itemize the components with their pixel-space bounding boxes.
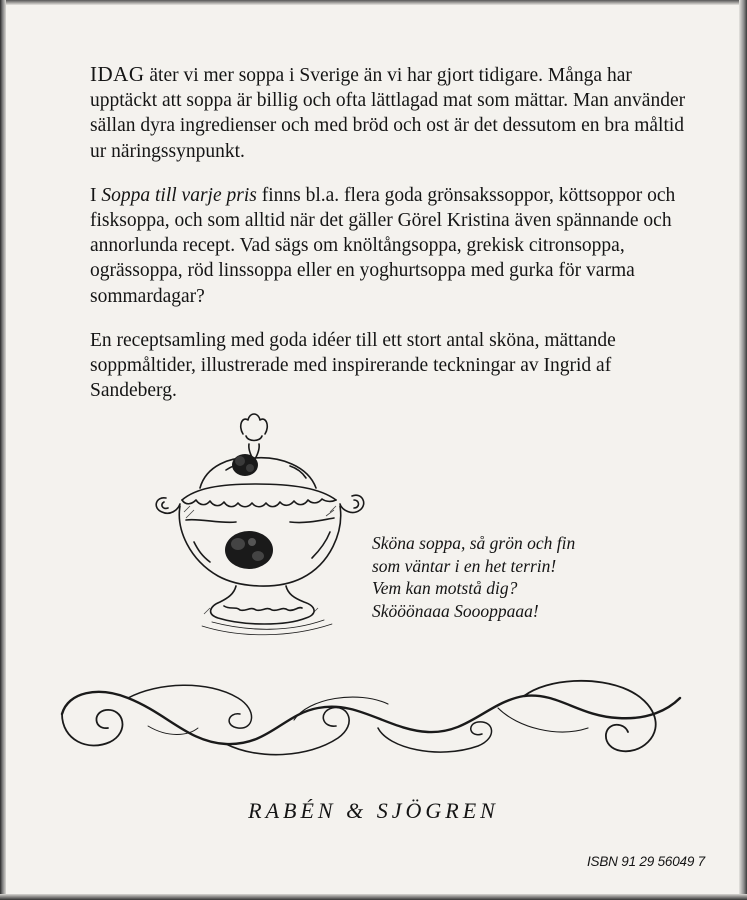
dropcap-word: IDAG <box>90 62 145 86</box>
paragraph-2-lead: I <box>90 184 102 206</box>
intro-paragraph-2 <box>90 183 690 309</box>
back-cover-text <box>90 62 690 422</box>
soup-tureen-icon <box>140 400 390 650</box>
page-edge-right <box>739 0 747 900</box>
intro-paragraph-3: En receptsamling med goda idéer till ett stort antal sköna, mättande soppmåltider, illustrerade med inspirerande teckningar av Ingrid af Sandeberg. <box>90 329 616 402</box>
verse-line-3: Vem kan motstå dig? <box>372 578 518 598</box>
calligraphic-flourish <box>58 668 690 768</box>
isbn-number: ISBN 91 29 56049 7 <box>587 854 705 869</box>
intro-paragraph-1 <box>90 62 690 164</box>
paragraph-1-text: äter vi mer soppa i Sverige än vi har gjort tidigare. Många har upptäckt att soppa är billig och ofta lättlagad mat som mättar. Man använder sällan dyra ingredienser och med bröd och ost är det dessutom en bra måltid ur näringssynpunkt. <box>90 65 686 162</box>
page-edge-bottom <box>0 894 747 900</box>
book-title: Soppa till varje pris <box>101 184 257 206</box>
verse-line-1: Sköna soppa, så grön och fin <box>372 533 576 553</box>
verse <box>372 532 672 622</box>
paragraph-2-text: finns bl.a. flera goda grönsakssoppor, köttsoppor och fisksoppa, och som alltid när det gäller Görel Kristina även spännande och annorlunda recept. Vad sägs om knöltångsoppa, grekisk citronsoppa, ogrässoppa, röd linssoppa eller en yoghurtsoppa med gurka för varma sommardagar? <box>90 184 676 307</box>
verse-line-4: Skööönaaa Soooppaaa! <box>372 600 539 621</box>
page-edge-top <box>0 0 747 5</box>
publisher-name: RABÉN & SJÖGREN <box>248 798 499 823</box>
page-edge-left <box>0 0 6 900</box>
verse-line-2: som väntar i en het terrin! <box>372 555 557 576</box>
